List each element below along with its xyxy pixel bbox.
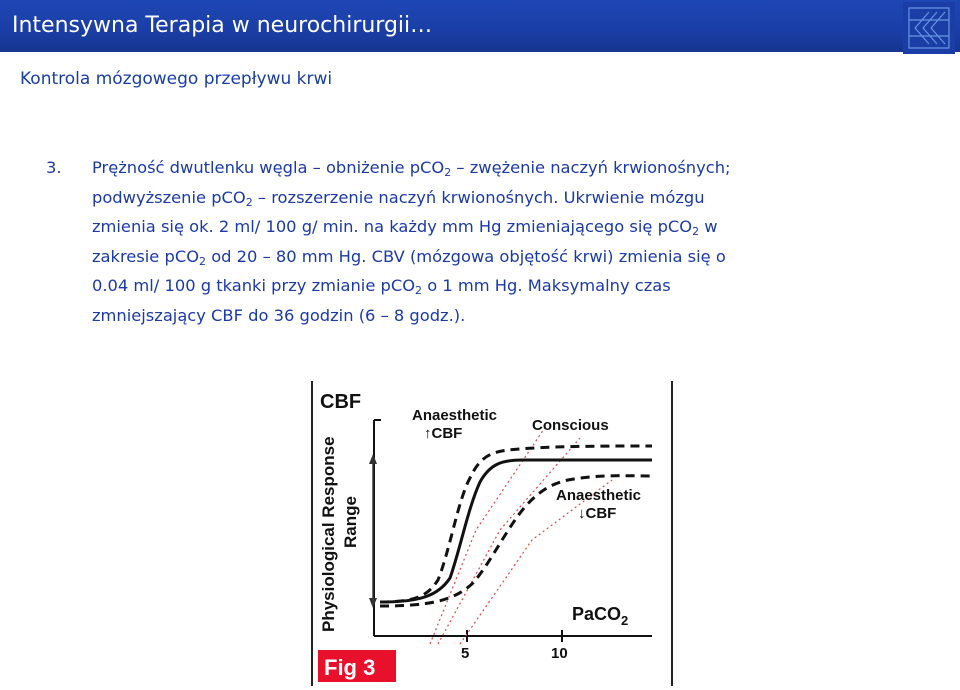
body-line-3: zmienia się ok. 2 ml/ 100 g/ min. na każdy mm Hg zmieniającego się pCO$_2$ w [92,217,718,239]
label-conscious: Conscious [532,417,609,434]
body-line-4: zakresie pCO$_2$ od 20 – 80 mm Hg. CBV (mózgowa objętość krwi) zmienia się o [92,246,726,268]
chevron-logo-icon [903,2,955,54]
label-anaesthetic-up: Anaesthetic [412,407,498,424]
body-paragraph [46,153,946,331]
slide-subtitle: Kontrola mózgowego przepływu krwi [20,69,333,89]
body-line-2: podwyższenie pCO$_2$ – rozszerzenie naczyń krwionośnych. Ukrwienie mózgu [92,187,705,209]
slide-title: Intensywna Terapia w neurochirurgii… [12,13,433,38]
y-axis-label-1: Physiological Response [319,436,338,632]
title-bar [0,0,960,52]
y-axis-label-2: Range [341,496,360,548]
x-axis-label: PaCO$_2$ [572,604,629,628]
label-anaesthetic-down-cbf: ↓CBF [578,505,617,522]
fig-label: Fig 3 [324,655,376,680]
cbf-figure-svg [310,380,674,686]
cbf-axis-title: CBF [320,391,362,413]
item-number: 3. [46,158,62,177]
x-tick-label-10: 10 [551,645,568,662]
x-tick-label-5: 5 [461,645,470,662]
label-anaesthetic-up-cbf: ↑CBF [424,425,463,442]
body-line-5: 0.04 ml/ 100 g tkanki przy zmianie pCO$_2$ o 1 mm Hg. Maksymalny czas [92,276,671,298]
body-line-1: 3. Prężność dwutlenku węgla – obniżenie pCO$_2$ – zwężenie naczyń krwionośnych; [46,153,946,183]
cbf-figure [310,380,674,686]
body-line-6: zmniejszający CBF do 36 godzin (6 – 8 godz.). [92,305,466,325]
label-anaesthetic-down: Anaesthetic [556,487,642,504]
